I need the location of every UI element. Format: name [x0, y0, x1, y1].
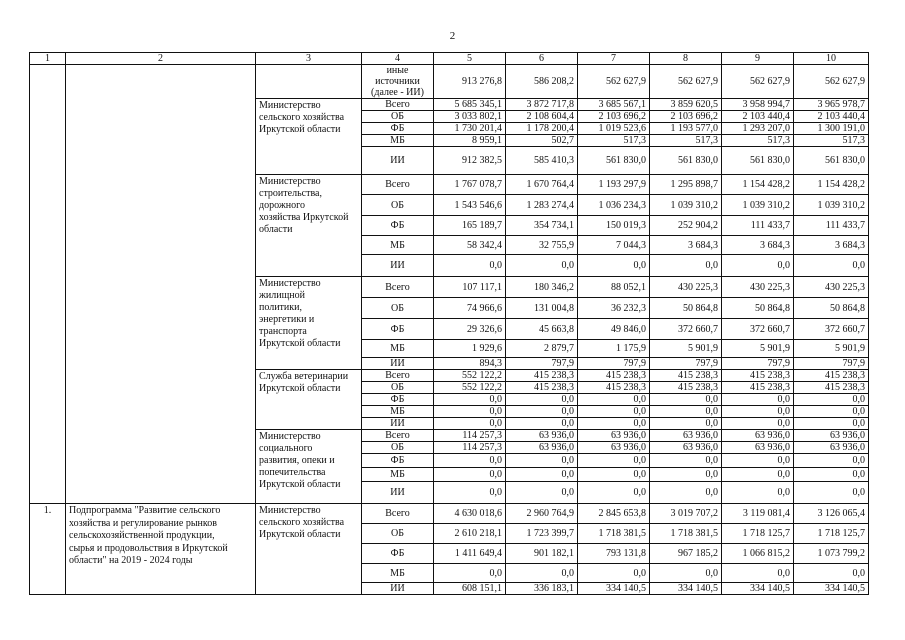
value-cell: 1 543 546,6 [434, 195, 506, 216]
value-cell: 0,0 [650, 406, 722, 418]
value-cell: 336 183,1 [506, 583, 578, 595]
source-cell: МБ [362, 468, 434, 482]
page-number: 2 [449, 30, 456, 42]
value-cell: 0,0 [434, 454, 506, 468]
text-line: (далее - ИИ) [371, 87, 424, 98]
value-cell: 561 830,0 [794, 147, 869, 175]
value-cell: 165 189,7 [434, 216, 506, 236]
value-cell: 0,0 [434, 468, 506, 482]
value-cell: 0,0 [650, 482, 722, 504]
value-cell: 63 936,0 [506, 442, 578, 454]
text-line: энергетики и [259, 314, 315, 325]
text-line: хозяйства и регулирование рынков [69, 517, 217, 529]
value-cell: 2 108 604,4 [506, 111, 578, 123]
value-cell: 2 103 696,2 [578, 111, 650, 123]
column-number: 1 [30, 53, 66, 65]
value-cell: 1 283 274,4 [506, 195, 578, 216]
value-cell: 1 019 523,6 [578, 123, 650, 135]
value-cell: 0,0 [578, 394, 650, 406]
header-row [30, 53, 869, 65]
value-cell: 0,0 [506, 406, 578, 418]
value-cell: 1 036 234,3 [578, 195, 650, 216]
value-cell: 63 936,0 [650, 430, 722, 442]
value-cell: 797,9 [650, 358, 722, 370]
value-cell: 0,0 [794, 468, 869, 482]
value-cell: 88 052,1 [578, 277, 650, 298]
value-cell: 0,0 [506, 482, 578, 504]
text-line: хозяйства Иркутской [259, 212, 349, 223]
source-cell: Всего [362, 99, 434, 111]
value-cell: 5 685 345,1 [434, 99, 506, 111]
value-cell: 0,0 [794, 482, 869, 504]
value-cell: 3 685 567,1 [578, 99, 650, 111]
table-row [30, 504, 869, 524]
org-name-cell [256, 504, 362, 595]
source-cell: ФБ [362, 394, 434, 406]
value-cell: 415 238,3 [578, 370, 650, 382]
value-cell: 913 276,8 [434, 65, 506, 99]
value-cell: 1 767 078,7 [434, 175, 506, 195]
source-cell: МБ [362, 236, 434, 255]
value-cell: 63 936,0 [722, 442, 794, 454]
column-number: 7 [578, 53, 650, 65]
index-cell [30, 65, 66, 504]
value-cell: 0,0 [650, 564, 722, 583]
value-cell: 415 238,3 [506, 382, 578, 394]
value-cell: 0,0 [722, 406, 794, 418]
value-cell: 517,3 [650, 135, 722, 147]
table-row [30, 65, 869, 99]
value-cell: 0,0 [650, 418, 722, 430]
column-number: 9 [722, 53, 794, 65]
value-cell: 0,0 [434, 255, 506, 277]
source-cell: Всего [362, 175, 434, 195]
value-cell: 517,3 [722, 135, 794, 147]
value-cell: 797,9 [794, 358, 869, 370]
value-cell: 1 039 310,2 [794, 195, 869, 216]
value-cell: 0,0 [578, 468, 650, 482]
value-cell: 2 103 696,2 [650, 111, 722, 123]
value-cell: 1 718 125,7 [794, 524, 869, 544]
value-cell: 2 103 440,4 [722, 111, 794, 123]
value-cell: 415 238,3 [650, 382, 722, 394]
value-cell: 0,0 [506, 468, 578, 482]
value-cell: 2 960 764,9 [506, 504, 578, 524]
value-cell: 150 019,3 [578, 216, 650, 236]
source-cell: МБ [362, 564, 434, 583]
source-cell: ИИ [362, 255, 434, 277]
value-cell: 0,0 [650, 454, 722, 468]
value-cell: 63 936,0 [794, 430, 869, 442]
value-cell: 0,0 [434, 418, 506, 430]
text-line: дорожного [259, 200, 305, 211]
value-cell: 608 151,1 [434, 583, 506, 595]
value-cell: 562 627,9 [794, 65, 869, 99]
source-cell: ИИ [362, 358, 434, 370]
value-cell: 562 627,9 [578, 65, 650, 99]
value-cell: 1 073 799,2 [794, 544, 869, 564]
value-cell: 50 864,8 [650, 298, 722, 319]
value-cell: 430 225,3 [650, 277, 722, 298]
value-cell: 63 936,0 [506, 430, 578, 442]
source-cell: ОБ [362, 382, 434, 394]
org-name-cell [256, 99, 362, 175]
value-cell: 45 663,8 [506, 319, 578, 340]
text-line: транспорта [259, 326, 307, 337]
source-cell: ФБ [362, 216, 434, 236]
source-cell: МБ [362, 135, 434, 147]
value-cell: 415 238,3 [578, 382, 650, 394]
source-cell: ФБ [362, 454, 434, 468]
value-cell: 0,0 [794, 418, 869, 430]
text-line: Служба ветеринарии [259, 371, 349, 382]
value-cell: 107 117,1 [434, 277, 506, 298]
value-cell: 793 131,8 [578, 544, 650, 564]
value-cell: 0,0 [722, 418, 794, 430]
text-line: политики, [259, 302, 302, 313]
value-cell: 0,0 [434, 482, 506, 504]
value-cell: 967 185,2 [650, 544, 722, 564]
text-line: области" на 2019 - 2024 годы [69, 555, 193, 566]
text-line: Иркутской области [259, 383, 341, 394]
text-line: Иркутской области [259, 124, 341, 135]
column-number: 10 [794, 53, 869, 65]
value-cell: 29 326,6 [434, 319, 506, 340]
text-line: Иркутской области [259, 529, 341, 540]
column-number: 8 [650, 53, 722, 65]
source-cell: Всего [362, 370, 434, 382]
text-line: сельского хозяйства [259, 112, 345, 123]
value-cell: 1 295 898,7 [650, 175, 722, 195]
value-cell: 3 684,3 [650, 236, 722, 255]
value-cell: 372 660,7 [794, 319, 869, 340]
value-cell: 415 238,3 [722, 370, 794, 382]
value-cell: 0,0 [578, 482, 650, 504]
text-line: развития, опеки и [259, 455, 335, 466]
value-cell: 0,0 [722, 255, 794, 277]
value-cell: 415 238,3 [506, 370, 578, 382]
value-cell: 430 225,3 [794, 277, 869, 298]
text-line: жилищной [259, 290, 306, 301]
budget-table [29, 52, 869, 595]
column-number: 5 [434, 53, 506, 65]
value-cell: 2 610 218,1 [434, 524, 506, 544]
value-cell: 561 830,0 [650, 147, 722, 175]
value-cell: 1 300 191,0 [794, 123, 869, 135]
text-line: области [259, 224, 293, 235]
source-cell: ОБ [362, 524, 434, 544]
subprogram-title [66, 504, 256, 595]
value-cell: 0,0 [578, 406, 650, 418]
value-cell: 1 718 381,5 [578, 524, 650, 544]
source-cell [362, 65, 434, 99]
value-cell: 5 901,9 [650, 340, 722, 358]
value-cell: 415 238,3 [794, 382, 869, 394]
column-number: 3 [256, 53, 362, 65]
value-cell: 0,0 [578, 255, 650, 277]
value-cell: 7 044,3 [578, 236, 650, 255]
org-name-cell [256, 370, 362, 430]
value-cell: 2 103 440,4 [794, 111, 869, 123]
value-cell: 797,9 [578, 358, 650, 370]
value-cell: 0,0 [794, 454, 869, 468]
value-cell: 1 175,9 [578, 340, 650, 358]
text-line: Министерство [259, 100, 321, 111]
value-cell: 797,9 [506, 358, 578, 370]
value-cell: 1 154 428,2 [794, 175, 869, 195]
value-cell: 114 257,3 [434, 430, 506, 442]
text-line: Министерство [259, 278, 321, 289]
source-cell: Всего [362, 430, 434, 442]
value-cell: 797,9 [722, 358, 794, 370]
value-cell: 114 257,3 [434, 442, 506, 454]
value-cell: 0,0 [722, 564, 794, 583]
source-cell: ОБ [362, 298, 434, 319]
source-cell: ФБ [362, 123, 434, 135]
value-cell: 2 879,7 [506, 340, 578, 358]
value-cell: 0,0 [506, 564, 578, 583]
value-cell: 50 864,8 [794, 298, 869, 319]
value-cell: 3 859 620,5 [650, 99, 722, 111]
column-number: 4 [362, 53, 434, 65]
value-cell: 32 755,9 [506, 236, 578, 255]
value-cell: 334 140,5 [722, 583, 794, 595]
value-cell: 3 684,3 [794, 236, 869, 255]
value-cell: 63 936,0 [794, 442, 869, 454]
text-line: Иркутской области [259, 479, 341, 490]
source-cell: ОБ [362, 442, 434, 454]
value-cell: 562 627,9 [722, 65, 794, 99]
value-cell: 63 936,0 [578, 442, 650, 454]
value-cell: 3 872 717,8 [506, 99, 578, 111]
value-cell: 0,0 [650, 255, 722, 277]
value-cell: 50 864,8 [722, 298, 794, 319]
value-cell: 372 660,7 [650, 319, 722, 340]
source-cell: ОБ [362, 111, 434, 123]
value-cell: 131 004,8 [506, 298, 578, 319]
value-cell: 63 936,0 [578, 430, 650, 442]
value-cell: 502,7 [506, 135, 578, 147]
value-cell: 517,3 [578, 135, 650, 147]
value-cell: 517,3 [794, 135, 869, 147]
value-cell: 3 019 707,2 [650, 504, 722, 524]
source-cell: ИИ [362, 583, 434, 595]
value-cell: 63 936,0 [722, 430, 794, 442]
value-cell: 3 684,3 [722, 236, 794, 255]
value-cell: 912 382,5 [434, 147, 506, 175]
value-cell: 894,3 [434, 358, 506, 370]
org-name-cell [256, 430, 362, 504]
value-cell: 561 830,0 [722, 147, 794, 175]
text-line: Министерство [259, 505, 321, 516]
value-cell: 0,0 [434, 564, 506, 583]
source-cell: МБ [362, 406, 434, 418]
value-cell: 63 936,0 [650, 442, 722, 454]
value-cell: 1 723 399,7 [506, 524, 578, 544]
value-cell: 1 718 125,7 [722, 524, 794, 544]
value-cell: 252 904,2 [650, 216, 722, 236]
value-cell: 415 238,3 [722, 382, 794, 394]
value-cell: 5 901,9 [722, 340, 794, 358]
value-cell: 0,0 [434, 394, 506, 406]
value-cell: 1 411 649,4 [434, 544, 506, 564]
value-cell: 0,0 [722, 454, 794, 468]
value-cell: 585 410,3 [506, 147, 578, 175]
source-cell: ФБ [362, 544, 434, 564]
value-cell: 0,0 [506, 255, 578, 277]
value-cell: 1 193 577,0 [650, 123, 722, 135]
source-cell: ИИ [362, 482, 434, 504]
value-cell: 334 140,5 [794, 583, 869, 595]
value-cell: 1 730 201,4 [434, 123, 506, 135]
value-cell: 0,0 [506, 418, 578, 430]
text-line: сырья и продовольствия в Иркутской [69, 542, 228, 554]
value-cell: 2 845 653,8 [578, 504, 650, 524]
value-cell: 1 718 381,5 [650, 524, 722, 544]
value-cell: 354 734,1 [506, 216, 578, 236]
text-line: сельскохозяйственной продукции, [69, 530, 215, 541]
value-cell: 0,0 [794, 564, 869, 583]
value-cell: 1 670 764,4 [506, 175, 578, 195]
value-cell: 8 959,1 [434, 135, 506, 147]
value-cell: 0,0 [578, 454, 650, 468]
value-cell: 111 433,7 [722, 216, 794, 236]
value-cell: 0,0 [506, 454, 578, 468]
value-cell: 3 033 802,1 [434, 111, 506, 123]
org-cell [256, 65, 362, 99]
source-cell: Всего [362, 277, 434, 298]
value-cell: 0,0 [794, 255, 869, 277]
value-cell: 561 830,0 [578, 147, 650, 175]
value-cell: 334 140,5 [650, 583, 722, 595]
value-cell: 1 929,6 [434, 340, 506, 358]
value-cell: 0,0 [434, 406, 506, 418]
value-cell: 1 039 310,2 [650, 195, 722, 216]
value-cell: 562 627,9 [650, 65, 722, 99]
value-cell: 1 293 207,0 [722, 123, 794, 135]
value-cell: 1 193 297,9 [578, 175, 650, 195]
value-cell: 111 433,7 [794, 216, 869, 236]
value-cell: 0,0 [578, 418, 650, 430]
column-number: 6 [506, 53, 578, 65]
value-cell: 0,0 [578, 564, 650, 583]
name-cell [66, 65, 256, 504]
value-cell: 3 958 994,7 [722, 99, 794, 111]
value-cell: 415 238,3 [650, 370, 722, 382]
org-name-cell [256, 277, 362, 370]
source-cell: ИИ [362, 418, 434, 430]
value-cell: 552 122,2 [434, 382, 506, 394]
source-cell: МБ [362, 340, 434, 358]
text-line: Иркутской области [259, 338, 341, 349]
value-cell: 4 630 018,6 [434, 504, 506, 524]
text-line: Министерство [259, 431, 321, 442]
subprogram-number: 1. [30, 504, 66, 595]
value-cell: 0,0 [794, 406, 869, 418]
value-cell: 3 119 081,4 [722, 504, 794, 524]
value-cell: 901 182,1 [506, 544, 578, 564]
source-cell: ФБ [362, 319, 434, 340]
org-name-cell [256, 175, 362, 277]
text-line: строительства, [259, 188, 322, 199]
value-cell: 58 342,4 [434, 236, 506, 255]
value-cell: 372 660,7 [722, 319, 794, 340]
text-line: попечительства [259, 467, 326, 478]
value-cell: 3 965 978,7 [794, 99, 869, 111]
value-cell: 334 140,5 [578, 583, 650, 595]
text-line: социального [259, 443, 313, 454]
source-cell: ИИ [362, 147, 434, 175]
value-cell: 552 122,2 [434, 370, 506, 382]
value-cell: 74 966,6 [434, 298, 506, 319]
value-cell: 1 154 428,2 [722, 175, 794, 195]
value-cell: 3 126 065,4 [794, 504, 869, 524]
value-cell: 0,0 [722, 482, 794, 504]
text-line: Подпрограмма "Развитие сельского [69, 505, 221, 516]
value-cell: 586 208,2 [506, 65, 578, 99]
value-cell: 49 846,0 [578, 319, 650, 340]
value-cell: 36 232,3 [578, 298, 650, 319]
value-cell: 0,0 [722, 468, 794, 482]
value-cell: 430 225,3 [722, 277, 794, 298]
value-cell: 1 039 310,2 [722, 195, 794, 216]
column-number: 2 [66, 53, 256, 65]
value-cell: 0,0 [722, 394, 794, 406]
value-cell: 0,0 [506, 394, 578, 406]
text-line: Министерство [259, 176, 321, 187]
value-cell: 5 901,9 [794, 340, 869, 358]
text-line: сельского хозяйства [259, 517, 345, 528]
value-cell: 0,0 [794, 394, 869, 406]
source-cell: Всего [362, 504, 434, 524]
value-cell: 180 346,2 [506, 277, 578, 298]
value-cell: 1 066 815,2 [722, 544, 794, 564]
value-cell: 0,0 [650, 394, 722, 406]
source-cell: ОБ [362, 195, 434, 216]
value-cell: 0,0 [650, 468, 722, 482]
value-cell: 1 178 200,4 [506, 123, 578, 135]
text-line: иные источники [375, 65, 420, 87]
value-cell: 415 238,3 [794, 370, 869, 382]
